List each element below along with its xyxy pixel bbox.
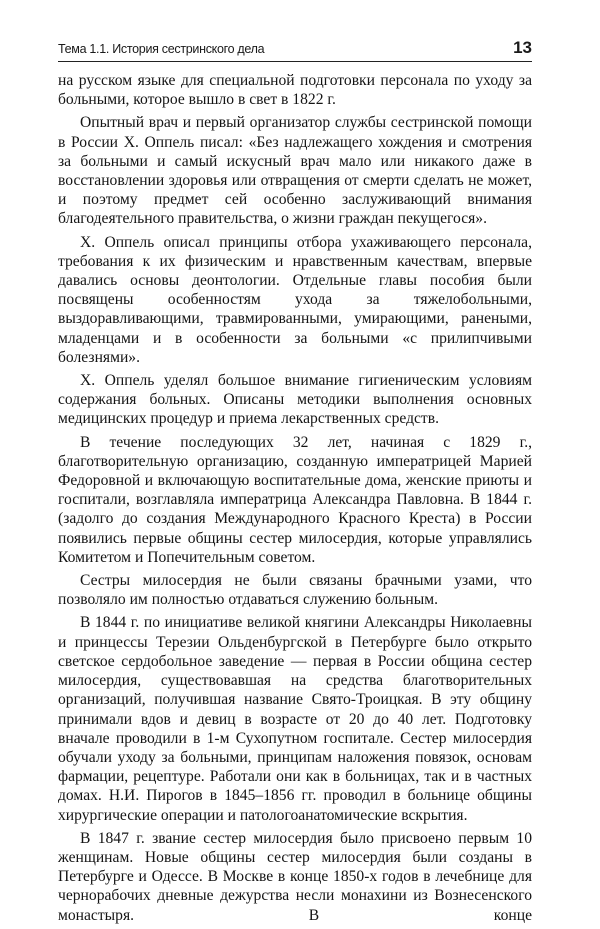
chapter-title: Тема 1.1. История сестринского дела bbox=[58, 42, 265, 56]
paragraph-continuation: на русском языке для специальной подготовки персонала по уходу за больными, которое вышло в свет в 1822 г. bbox=[58, 72, 532, 109]
paragraph-oppel-quote: Опытный врач и первый организатор службы сестринской помощи в России Х. Оппель писал: «Без надлежащего хождения и смотрения за больными и самый искусный врач мало или никакого даже в восстановлении здоровья или отвращения от смерти сделать не может, и поэтому предмет сей особенно заслуживающий внимания благодеятельного правительства, о жизни граждан пекущегося». bbox=[58, 114, 532, 228]
header-rule bbox=[58, 61, 532, 62]
page-number: 13 bbox=[513, 38, 532, 57]
paragraph-charity-organization: В течение последующих 32 лет, начиная с 1829 г., благотворительную организацию, созданную императрицей Марией Федоровной и включающую воспитательные дома, женские приюты и госпитали, возглавляла императрица Александра Павловна. В 1844 г. (задолго до создания Международного Красного Креста) в России появились первые общины сестер милосердия, которые управлялись Комитетом и Попечительным советом. bbox=[58, 433, 532, 566]
running-head bbox=[58, 38, 532, 60]
paragraph-holy-trinity-community: В 1844 г. по инициативе великой княгини Александры Николаевны и принцессы Терезии Ольденбургской в Петербурге было открыто светское сердобольное заведение — первая в России община сестер милосердия, существовавшая на средства благотворительных организаций, получившая название Свято-Троицкая. В эту общину принимали вдов и девиц в возрасте от 20 до 40 лет. Подготовку вначале проводили в 1-м Сухопутном госпитале. Сестер милосердия обучали уходу за больными, принципам наложения повязок, основам фармации, рецептуре. Работали они как в больницах, так и в частных домах. Н.И. Пирогов в 1845–1856 гг. проводил в больнице общины хирургические операции и патологоанатомические вскрытия. bbox=[58, 614, 532, 824]
paragraph-1847-title: В 1847 г. звание сестер милосердия было присвоено первым 10 женщинам. Новые общины сестер милосердия были созданы в Петербурге и Одессе. В Москве в конце 1850-х годов в лечебнице для чернорабочих дневные дежурства несли монахини из Вознесенского монастыря. В конце bbox=[58, 829, 532, 924]
paragraph-oppel-principles: Х. Оппель описал принципы отбора ухаживающего персонала, требования к их физическим и нравственным качествам, впервые давались основы деонтологии. Отдельные главы пособия были посвящены особенностям ухода за тяжелобольными, выздоравливающими, травмированными, умирающими, ранеными, младенцами и в особенности за больными «с прилипчивыми болезнями». bbox=[58, 233, 532, 366]
body-text bbox=[58, 71, 532, 929]
paragraph-sisters-unmarried: Сестры милосердия не были связаны брачными узами, что позволяло им полностью отдаваться служению больным. bbox=[58, 572, 532, 609]
paragraph-oppel-hygiene: Х. Оппель уделял большое внимание гигиеническим условиям содержания больных. Описаны методики выполнения основных медицинских процедур и приема лекарственных средств. bbox=[58, 372, 532, 428]
